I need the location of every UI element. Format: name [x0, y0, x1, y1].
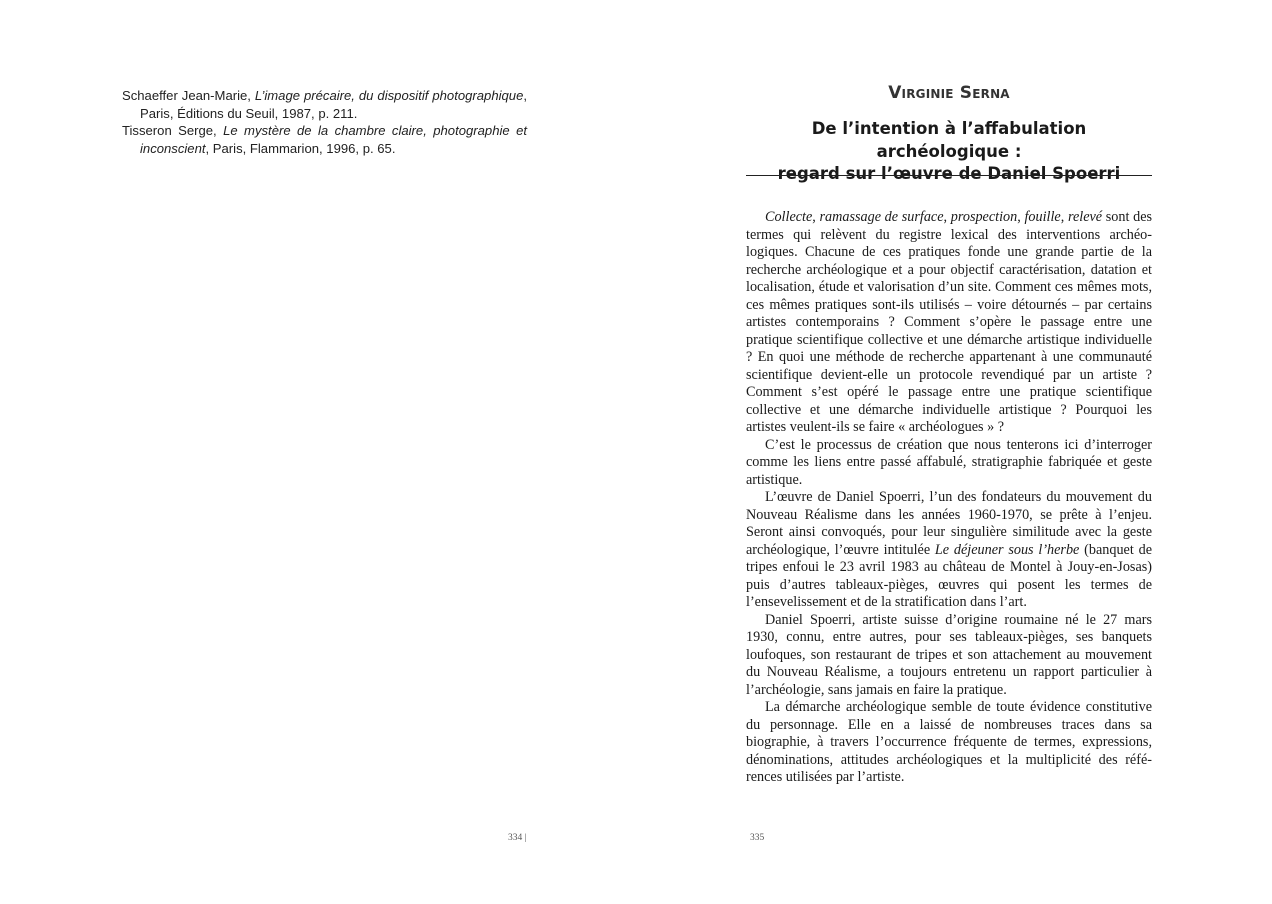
article-title-line-1: De l’intention à l’affabulation archéologique :	[811, 119, 1087, 161]
entry-title: L’image précaire, du dispositif photographique	[254, 88, 524, 103]
body-paragraph-1	[746, 209, 1152, 437]
bibliography-entry	[122, 87, 527, 122]
paragraph-text: sont des termes qui relèvent du registre lexical des interventions archéologiques. Chacune de ces pratiques fonde une grande partie de la recherche archéologique et a pour objectif caractérisation, datation et localisation, étude et valorisation d’un site. Comment ces mêmes mots, ces mêmes pratiques sont-ils utilisés – voire détournés – par certains artistes contemporains ? Comment s’opère le passage entre une pratique scientifique collective et une démarche artistique individuelle ? En quoi une méthode de recherche appartenant à une communauté scientifique devient-elle un protocole revendiqué par un artiste ? Comment s’est opéré le passage entre une pratique scientifique collective et une démarche individuelle artistique ? Pourquoi les artistes veulent-ils se faire « archéologues » ?	[746, 209, 1153, 435]
separator: ,	[812, 209, 820, 225]
page-number-left: 334 |	[508, 833, 527, 843]
italic-term: fouille	[1024, 209, 1061, 225]
italic-term: relevé	[1067, 209, 1103, 225]
body-paragraph-4: Daniel Spoerri, artiste suisse d’origine roumaine né le 27 mars 1930, connu, entre autres, pour ses tableaux-pièges, ses banquets loufoques, son restaurant de tripes et son attachement au mouvement du Nouveau Réalisme, a toujours entretenu un rapport particulier à l’archéologie, sans jamais en faire la pratique.	[746, 611, 1152, 698]
article-body	[746, 209, 1152, 787]
separator: ,	[943, 209, 951, 225]
separator: ,	[1017, 209, 1025, 225]
body-paragraph-2: C’est le processus de création que nous tenterons ici d’interroger comme les liens entre passé affabulé, stratigraphie fabriquée et geste artistique.	[746, 436, 1152, 488]
title-divider	[746, 175, 1152, 176]
bibliography-entry	[122, 122, 527, 157]
paragraph-text: (banquet de tripes enfoui le 23 avril 1983 au château de Montel à Jouy-en-Josas) puis d’autres tableaux-pièges, œuvres qui posent les termes de l’ensevelissement et de la stratification dans l’art.	[746, 541, 1152, 610]
entry-title: Le mystère de la chambre claire, photographie et inconscient	[140, 123, 527, 156]
entry-publication: , Paris, Éditions du Seuil, 1987, p. 211.	[140, 88, 527, 121]
right-page	[636, 0, 1272, 904]
entry-publication: , Paris, Flammarion, 1996, p. 65.	[205, 140, 396, 156]
artwork-title: Le déjeuner sous l’herbe	[934, 541, 1080, 558]
paragraph-text: L’œuvre de Daniel Spoerri, l’un des fondateurs du mouvement du Nouveau Réalisme dans les années 1960-1970, se prête à l’enjeu. Seront ainsi convoqués, pour leur singulière similitude avec la geste archéologique, l’œuvre intitulée	[746, 489, 1152, 558]
entry-author: Tisseron Serge,	[122, 123, 224, 139]
body-paragraph-5: La démarche archéologique semble de toute évidence constitutive du personnage. Elle en a laissé de nombreuses traces dans sa biographie, à travers l’occurrence fréquente de termes, expressions, dénominations, attitudes archéologiques et la multiplicité des références utilisées par l’artiste.	[746, 699, 1152, 785]
italic-term: Collecte	[765, 209, 813, 225]
separator: ,	[1060, 209, 1068, 225]
bibliography	[122, 87, 527, 157]
entry-author: Schaeffer Jean-Marie,	[122, 88, 255, 103]
body-paragraph-3	[746, 489, 1152, 612]
italic-term: ramassage de surface	[819, 209, 944, 225]
page-number-right: 335	[750, 833, 765, 843]
italic-term: prospection	[950, 209, 1018, 225]
article-author: Virginie Serna	[888, 83, 1010, 103]
article-title-line-2: regard sur l’œuvre de Daniel Spoerri	[777, 164, 1121, 183]
